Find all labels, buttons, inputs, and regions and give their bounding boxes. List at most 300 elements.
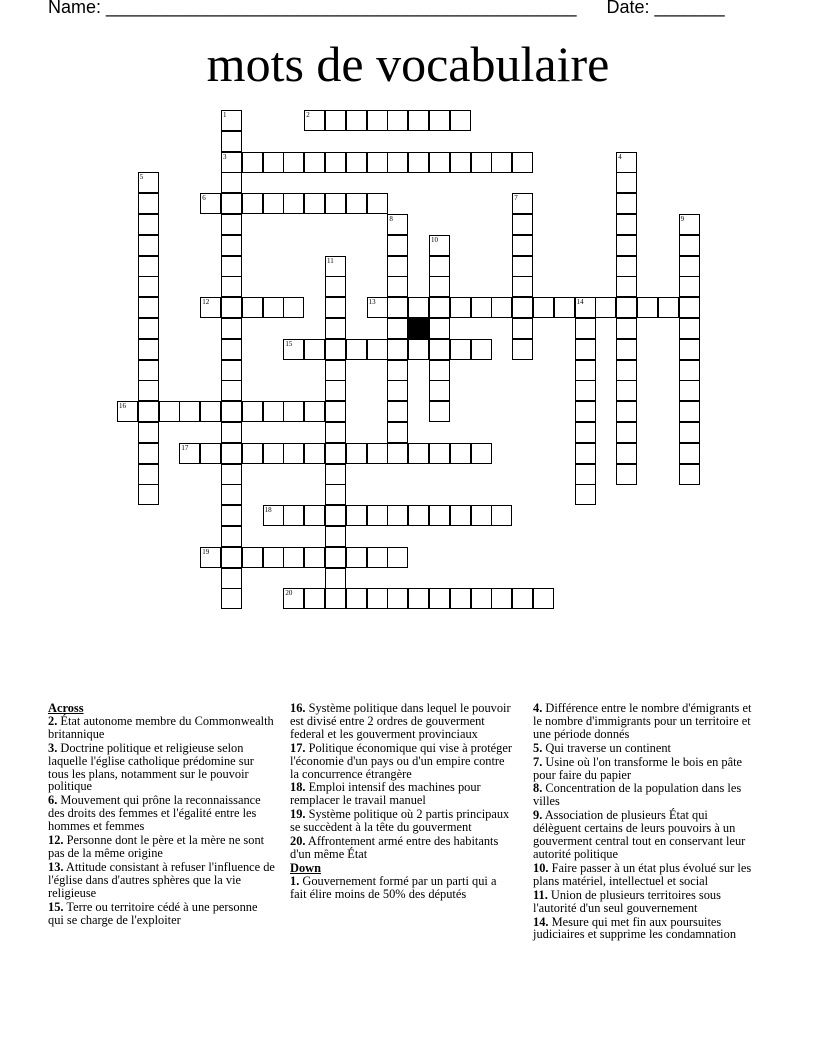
grid-cell[interactable] — [367, 547, 388, 568]
grid-cell[interactable] — [679, 214, 700, 235]
clue-text: Système politique où 2 partis principaux se succèdent à la tête du gouverment — [290, 807, 510, 835]
grid-cell[interactable] — [325, 256, 346, 277]
grid-cell[interactable] — [387, 360, 408, 381]
grid-cell[interactable] — [138, 256, 159, 277]
grid-cell[interactable] — [367, 152, 388, 173]
grid-cell[interactable] — [616, 214, 637, 235]
clue-text: Politique économique qui vise à protéger l'économie d'un pays ou d'un empire contre la concurrence étrangère — [290, 740, 512, 781]
grid-cell[interactable] — [117, 401, 138, 422]
grid-cell[interactable] — [138, 214, 159, 235]
clue-number-label: 1 — [223, 111, 227, 119]
grid-cell[interactable] — [616, 339, 637, 360]
grid-cell[interactable] — [263, 505, 284, 526]
clue-item — [48, 861, 276, 900]
clue-number-label: 16 — [119, 402, 126, 411]
clue-text: Qui traverse un continent — [542, 740, 671, 755]
grid-cell[interactable] — [263, 152, 284, 173]
grid-cell[interactable] — [575, 339, 596, 360]
clue-text: Différence entre le nombre d'émigrants et le nombre d'immigrants pour un territoire et une période donnés — [533, 701, 752, 741]
clue-number: 3. — [48, 740, 58, 755]
grid-cell[interactable] — [429, 339, 450, 360]
grid-cell[interactable] — [304, 505, 325, 526]
clue-number: 13. — [48, 859, 64, 874]
clue-item — [48, 834, 276, 860]
grid-cell[interactable] — [325, 547, 346, 568]
grid-cell[interactable] — [325, 276, 346, 297]
clue-number: 16. — [290, 701, 306, 715]
grid-cell[interactable] — [387, 214, 408, 235]
grid-cell[interactable] — [575, 318, 596, 339]
clue-item — [533, 809, 758, 861]
grid-cell[interactable] — [512, 152, 533, 173]
grid-cell[interactable] — [325, 360, 346, 381]
grid-cell[interactable] — [242, 401, 263, 422]
grid-cell[interactable] — [491, 297, 512, 318]
clue-number: 4. — [533, 701, 543, 715]
grid-cell[interactable] — [325, 318, 346, 339]
clue-number-label: 15 — [285, 339, 293, 348]
clue-number: 14. — [533, 914, 549, 929]
grid-cell[interactable] — [512, 588, 533, 609]
grid-cell[interactable] — [304, 547, 325, 568]
grid-cell[interactable] — [387, 443, 408, 464]
grid-cell[interactable] — [221, 443, 242, 464]
grid-cell[interactable] — [387, 110, 408, 131]
grid-cell[interactable] — [679, 235, 700, 256]
grid-cell[interactable] — [408, 297, 429, 318]
grid-cell[interactable] — [387, 422, 408, 443]
grid-cell[interactable] — [263, 193, 284, 214]
grid-cell[interactable] — [242, 547, 263, 568]
grid-cell[interactable] — [471, 297, 492, 318]
grid-cell[interactable] — [616, 401, 637, 422]
clue-item — [48, 742, 276, 794]
clue-number-label: 7 — [514, 194, 518, 203]
grid-cell[interactable] — [325, 339, 346, 360]
clue-number-label: 14 — [576, 298, 584, 307]
clue-section-heading: Across — [48, 701, 84, 715]
clue-number-label: 3 — [223, 152, 227, 161]
grid-cell[interactable] — [304, 152, 325, 173]
page-title: mots de vocabulaire — [206, 36, 610, 92]
grid-cell[interactable] — [679, 464, 700, 485]
clue-text: Doctrine politique et religieuse selon laquelle l'église catholique prédomine sur tous les plans, notamment sur le pouvoir politique — [48, 740, 254, 794]
grid-cell[interactable] — [512, 193, 533, 214]
grid-cell[interactable] — [304, 401, 325, 422]
grid-cell[interactable] — [283, 297, 304, 318]
grid-cell[interactable] — [408, 110, 429, 131]
grid-cell[interactable] — [138, 276, 159, 297]
grid-cell[interactable] — [221, 380, 242, 401]
grid-cell[interactable] — [450, 339, 471, 360]
grid-cell[interactable] — [471, 443, 492, 464]
grid-cell[interactable] — [304, 443, 325, 464]
grid-cell[interactable] — [221, 297, 242, 318]
grid-cell[interactable] — [138, 193, 159, 214]
grid-cell[interactable] — [679, 422, 700, 443]
grid-cell[interactable] — [429, 505, 450, 526]
grid-cell[interactable] — [595, 297, 616, 318]
clue-number-label: 2 — [306, 111, 310, 119]
grid-cell[interactable] — [387, 401, 408, 422]
grid-cell[interactable] — [221, 193, 242, 214]
grid-cell[interactable] — [616, 443, 637, 464]
grid-cell[interactable] — [450, 588, 471, 609]
grid-cell[interactable] — [221, 505, 242, 526]
clue-number: 20. — [290, 834, 306, 849]
grid-cell[interactable] — [408, 505, 429, 526]
clue-item — [533, 862, 758, 888]
grid-cell[interactable] — [138, 484, 159, 505]
grid-cell[interactable] — [346, 443, 367, 464]
grid-cell[interactable] — [221, 464, 242, 485]
grid-cell[interactable] — [325, 588, 346, 609]
grid-cell[interactable] — [429, 318, 450, 339]
clue-number-label: 8 — [389, 215, 393, 223]
clue-text: Gouvernement formé par un parti qui a fait élire moins de 50% des députés — [290, 873, 497, 901]
grid-cell[interactable] — [263, 297, 284, 318]
grid-cell[interactable] — [616, 152, 637, 173]
grid-cell[interactable] — [679, 297, 700, 318]
grid-cell[interactable] — [325, 152, 346, 173]
clue-text: Mesure qui met fin aux poursuites judiciaires et supprime les condamnation — [533, 914, 737, 942]
clue-text: Concentration de la population dans les villes — [533, 781, 742, 809]
grid-cell[interactable] — [679, 318, 700, 339]
grid-cell[interactable] — [221, 484, 242, 505]
grid-cell[interactable] — [367, 110, 388, 131]
clue-number: 2. — [48, 713, 58, 728]
grid-cell[interactable] — [367, 588, 388, 609]
grid-cell[interactable] — [200, 297, 221, 318]
grid-cell[interactable] — [325, 422, 346, 443]
grid-cell[interactable] — [325, 526, 346, 547]
grid-cell[interactable] — [387, 297, 408, 318]
grid-cell[interactable] — [138, 422, 159, 443]
grid-cell[interactable] — [491, 505, 512, 526]
grid-cell[interactable] — [179, 443, 200, 464]
grid-cell[interactable] — [283, 505, 304, 526]
grid-cell[interactable] — [367, 297, 388, 318]
grid-cell[interactable] — [616, 422, 637, 443]
clue-item — [533, 782, 758, 808]
grid-cell[interactable] — [616, 235, 637, 256]
clue-item — [290, 702, 512, 741]
clue-column-3 — [533, 702, 758, 942]
grid-cell[interactable] — [283, 193, 304, 214]
clue-text: Terre ou territoire cédé à une personne qui se charge de l'exploiter — [48, 899, 258, 927]
grid-cell[interactable] — [387, 505, 408, 526]
grid-cell[interactable] — [325, 484, 346, 505]
grid-cell[interactable] — [512, 256, 533, 277]
grid-cell[interactable] — [242, 152, 263, 173]
grid-cell[interactable] — [221, 526, 242, 547]
grid-cell[interactable] — [512, 318, 533, 339]
grid-cell[interactable] — [512, 276, 533, 297]
clue-text: Personne dont le père et la mère ne sont pas de la même origine — [48, 833, 265, 860]
grid-cell[interactable] — [221, 339, 242, 360]
clue-text: Emploi intensif des machines pour remplacer le travail manuel — [290, 780, 481, 808]
grid-cell[interactable] — [221, 214, 242, 235]
grid-cell[interactable] — [346, 588, 367, 609]
grid-cell[interactable] — [221, 588, 242, 609]
clue-number-label: 18 — [264, 506, 272, 515]
grid-cell[interactable] — [429, 152, 450, 173]
grid-cell[interactable] — [616, 256, 637, 277]
grid-cell[interactable] — [658, 297, 679, 318]
grid-cell[interactable] — [491, 152, 512, 173]
grid-cell[interactable] — [387, 235, 408, 256]
grid-cell[interactable] — [575, 401, 596, 422]
grid-cell[interactable] — [159, 401, 180, 422]
grid-cell[interactable] — [221, 276, 242, 297]
grid-cell[interactable] — [283, 547, 304, 568]
grid-cell[interactable] — [512, 297, 533, 318]
grid-cell[interactable] — [346, 339, 367, 360]
grid-cell[interactable] — [387, 588, 408, 609]
grid-cell[interactable] — [200, 193, 221, 214]
grid-cell[interactable] — [471, 505, 492, 526]
grid-cell[interactable] — [512, 339, 533, 360]
clue-number-label: 17 — [181, 443, 189, 452]
grid-cell[interactable] — [325, 401, 346, 422]
grid-cell[interactable] — [138, 401, 159, 422]
grid-cell[interactable] — [429, 588, 450, 609]
grid-cell[interactable] — [616, 172, 637, 193]
grid-cell[interactable] — [138, 172, 159, 193]
grid-cell[interactable] — [679, 443, 700, 464]
grid-cell[interactable] — [367, 193, 388, 214]
grid-cell[interactable] — [679, 256, 700, 277]
grid-cell[interactable] — [429, 110, 450, 131]
grid-cell[interactable] — [616, 380, 637, 401]
grid-cell[interactable] — [637, 297, 658, 318]
grid-cell[interactable] — [221, 235, 242, 256]
grid-cell[interactable] — [221, 401, 242, 422]
grid-cell[interactable] — [221, 110, 242, 131]
clue-text: Usine où l'on transforme le bois en pâte pour faire du papier — [533, 754, 743, 782]
clue-text: Système politique dans lequel le pouvoir est divisé entre 2 ordres de gouverment federal et les gouverment provinciaux — [290, 701, 511, 741]
clue-number-label: 19 — [202, 547, 210, 556]
grid-cell[interactable] — [450, 505, 471, 526]
grid-cell[interactable] — [221, 131, 242, 152]
clue-number: 11. — [533, 887, 548, 902]
grid-cell[interactable] — [138, 297, 159, 318]
grid-cell[interactable] — [471, 588, 492, 609]
grid-cell[interactable] — [616, 318, 637, 339]
grid-cell[interactable] — [325, 464, 346, 485]
grid-cell[interactable] — [533, 588, 554, 609]
grid-cell[interactable] — [346, 110, 367, 131]
grid-cell[interactable] — [304, 588, 325, 609]
clue-number-label: 4 — [618, 152, 622, 161]
grid-cell[interactable] — [679, 276, 700, 297]
clue-text: Association de plusieurs État qui délèguent certains de leurs pouvoirs à un gouverment central tout en conservant leur autorité politique — [533, 808, 746, 861]
grid-cell[interactable] — [138, 318, 159, 339]
clue-item — [533, 702, 758, 741]
grid-cell[interactable] — [367, 505, 388, 526]
grid-cell[interactable] — [429, 276, 450, 297]
grid-cell[interactable] — [616, 193, 637, 214]
grid-cell[interactable] — [575, 484, 596, 505]
grid-cell[interactable] — [346, 547, 367, 568]
grid-cell[interactable] — [387, 152, 408, 173]
grid-cell[interactable] — [575, 360, 596, 381]
grid-cell[interactable] — [429, 360, 450, 381]
grid-cell[interactable] — [242, 193, 263, 214]
grid-cell[interactable] — [200, 401, 221, 422]
clue-number: 10. — [533, 860, 549, 875]
grid-cell[interactable] — [138, 339, 159, 360]
grid-cell[interactable] — [575, 380, 596, 401]
grid-cell[interactable] — [221, 422, 242, 443]
grid-cell[interactable] — [679, 401, 700, 422]
grid-cell[interactable] — [346, 193, 367, 214]
grid-cell[interactable] — [429, 401, 450, 422]
grid-cell[interactable] — [221, 152, 242, 173]
grid-cell[interactable] — [429, 443, 450, 464]
grid-cell[interactable] — [221, 360, 242, 381]
grid-cell[interactable] — [408, 443, 429, 464]
grid-cell[interactable] — [575, 297, 596, 318]
grid-cell[interactable] — [200, 443, 221, 464]
grid-cell[interactable] — [679, 380, 700, 401]
grid-cell[interactable] — [325, 568, 346, 589]
grid-cell[interactable] — [138, 380, 159, 401]
grid-cell[interactable] — [408, 588, 429, 609]
grid-cell[interactable] — [429, 235, 450, 256]
clue-number-label: 6 — [202, 194, 206, 203]
grid-cell[interactable] — [616, 276, 637, 297]
clue-column-1 — [48, 702, 276, 927]
clue-item — [533, 916, 758, 942]
grid-cell[interactable] — [616, 297, 637, 318]
grid-cell[interactable] — [283, 152, 304, 173]
grid-cell[interactable] — [387, 339, 408, 360]
grid-cell[interactable] — [263, 443, 284, 464]
clue-item — [48, 715, 276, 741]
grid-cell[interactable] — [679, 360, 700, 381]
clue-number: 19. — [290, 807, 306, 822]
clue-number: 1. — [290, 873, 300, 888]
grid-cell[interactable] — [387, 256, 408, 277]
grid-cell[interactable] — [616, 360, 637, 381]
grid-cell[interactable] — [679, 339, 700, 360]
grid-cell[interactable] — [221, 568, 242, 589]
grid-cell[interactable] — [263, 547, 284, 568]
clue-item — [290, 835, 512, 861]
grid-cell[interactable] — [283, 401, 304, 422]
grid-cell[interactable] — [450, 297, 471, 318]
grid-cell[interactable] — [283, 339, 304, 360]
grid-cell[interactable] — [138, 360, 159, 381]
grid-cell[interactable] — [554, 297, 575, 318]
grid-cell[interactable] — [325, 297, 346, 318]
clue-item — [290, 742, 512, 781]
clue-text: Union de plusieurs territoires sous l'autorité d'un seul gouvernement — [533, 887, 721, 915]
grid-cell[interactable] — [471, 152, 492, 173]
clue-number: 12. — [48, 833, 64, 848]
grid-cell[interactable] — [325, 110, 346, 131]
grid-cell[interactable] — [429, 380, 450, 401]
grid-cell[interactable] — [408, 339, 429, 360]
grid-cell[interactable] — [616, 464, 637, 485]
clue-number: 7. — [533, 754, 543, 769]
clue-item — [533, 756, 758, 782]
clue-text: Mouvement qui prône la reconnaissance des droits des femmes et l'égalité entre les hommes et femmes — [48, 793, 261, 834]
grid-cell[interactable] — [491, 588, 512, 609]
grid-cell[interactable] — [304, 193, 325, 214]
grid-cell[interactable] — [221, 172, 242, 193]
clue-number-label: 10 — [431, 235, 438, 244]
grid-cell[interactable] — [263, 401, 284, 422]
grid-cell[interactable] — [200, 547, 221, 568]
grid-cell[interactable] — [429, 297, 450, 318]
grid-cell[interactable] — [283, 443, 304, 464]
clue-text: Affrontement armé entre des habitants d'un même État — [290, 834, 499, 861]
grid-cell[interactable] — [450, 152, 471, 173]
grid-cell[interactable] — [512, 214, 533, 235]
clue-item — [48, 901, 276, 927]
grid-cell[interactable] — [221, 547, 242, 568]
grid-cell[interactable] — [221, 256, 242, 277]
grid-cell[interactable] — [471, 339, 492, 360]
grid-cell[interactable] — [138, 464, 159, 485]
clue-number: 8. — [533, 781, 543, 796]
clue-item — [290, 781, 512, 807]
grid-cell[interactable] — [138, 443, 159, 464]
grid-cell[interactable] — [346, 505, 367, 526]
grid-cell[interactable] — [325, 380, 346, 401]
grid-cell[interactable] — [325, 193, 346, 214]
grid-cell[interactable] — [408, 152, 429, 173]
grid-cell[interactable] — [325, 505, 346, 526]
grid-cell[interactable] — [221, 318, 242, 339]
clue-item — [290, 875, 512, 901]
grid-cell[interactable] — [304, 339, 325, 360]
grid-cell[interactable] — [242, 443, 263, 464]
grid-cell[interactable] — [283, 588, 304, 609]
grid-cell[interactable] — [346, 152, 367, 173]
grid-cell[interactable] — [450, 443, 471, 464]
grid-cell[interactable] — [429, 256, 450, 277]
grid-cell[interactable] — [575, 464, 596, 485]
grid-cell[interactable] — [179, 401, 200, 422]
name-date-line: Name: _______________________________________________ Date: _______ — [48, 0, 725, 17]
grid-cell[interactable] — [533, 297, 554, 318]
grid-cell[interactable] — [367, 339, 388, 360]
grid-cell[interactable] — [387, 547, 408, 568]
grid-cell[interactable] — [575, 422, 596, 443]
grid-cell[interactable] — [304, 110, 325, 131]
clue-item — [533, 742, 758, 755]
grid-cell[interactable] — [450, 110, 471, 131]
grid-cell[interactable] — [575, 443, 596, 464]
grid-cell[interactable] — [367, 443, 388, 464]
grid-cell[interactable] — [387, 276, 408, 297]
clue-number-label: 20 — [285, 589, 293, 598]
clue-section-heading: Down — [290, 860, 321, 875]
clue-item — [533, 889, 758, 915]
clue-number: 17. — [290, 740, 306, 755]
grid-cell[interactable] — [242, 297, 263, 318]
clue-number-label: 11 — [327, 256, 334, 265]
grid-cell[interactable] — [387, 380, 408, 401]
grid-cell[interactable] — [325, 443, 346, 464]
grid-cell[interactable] — [138, 235, 159, 256]
clue-number: 5. — [533, 740, 543, 755]
grid-cell[interactable] — [512, 235, 533, 256]
grid-cell[interactable] — [387, 318, 408, 339]
